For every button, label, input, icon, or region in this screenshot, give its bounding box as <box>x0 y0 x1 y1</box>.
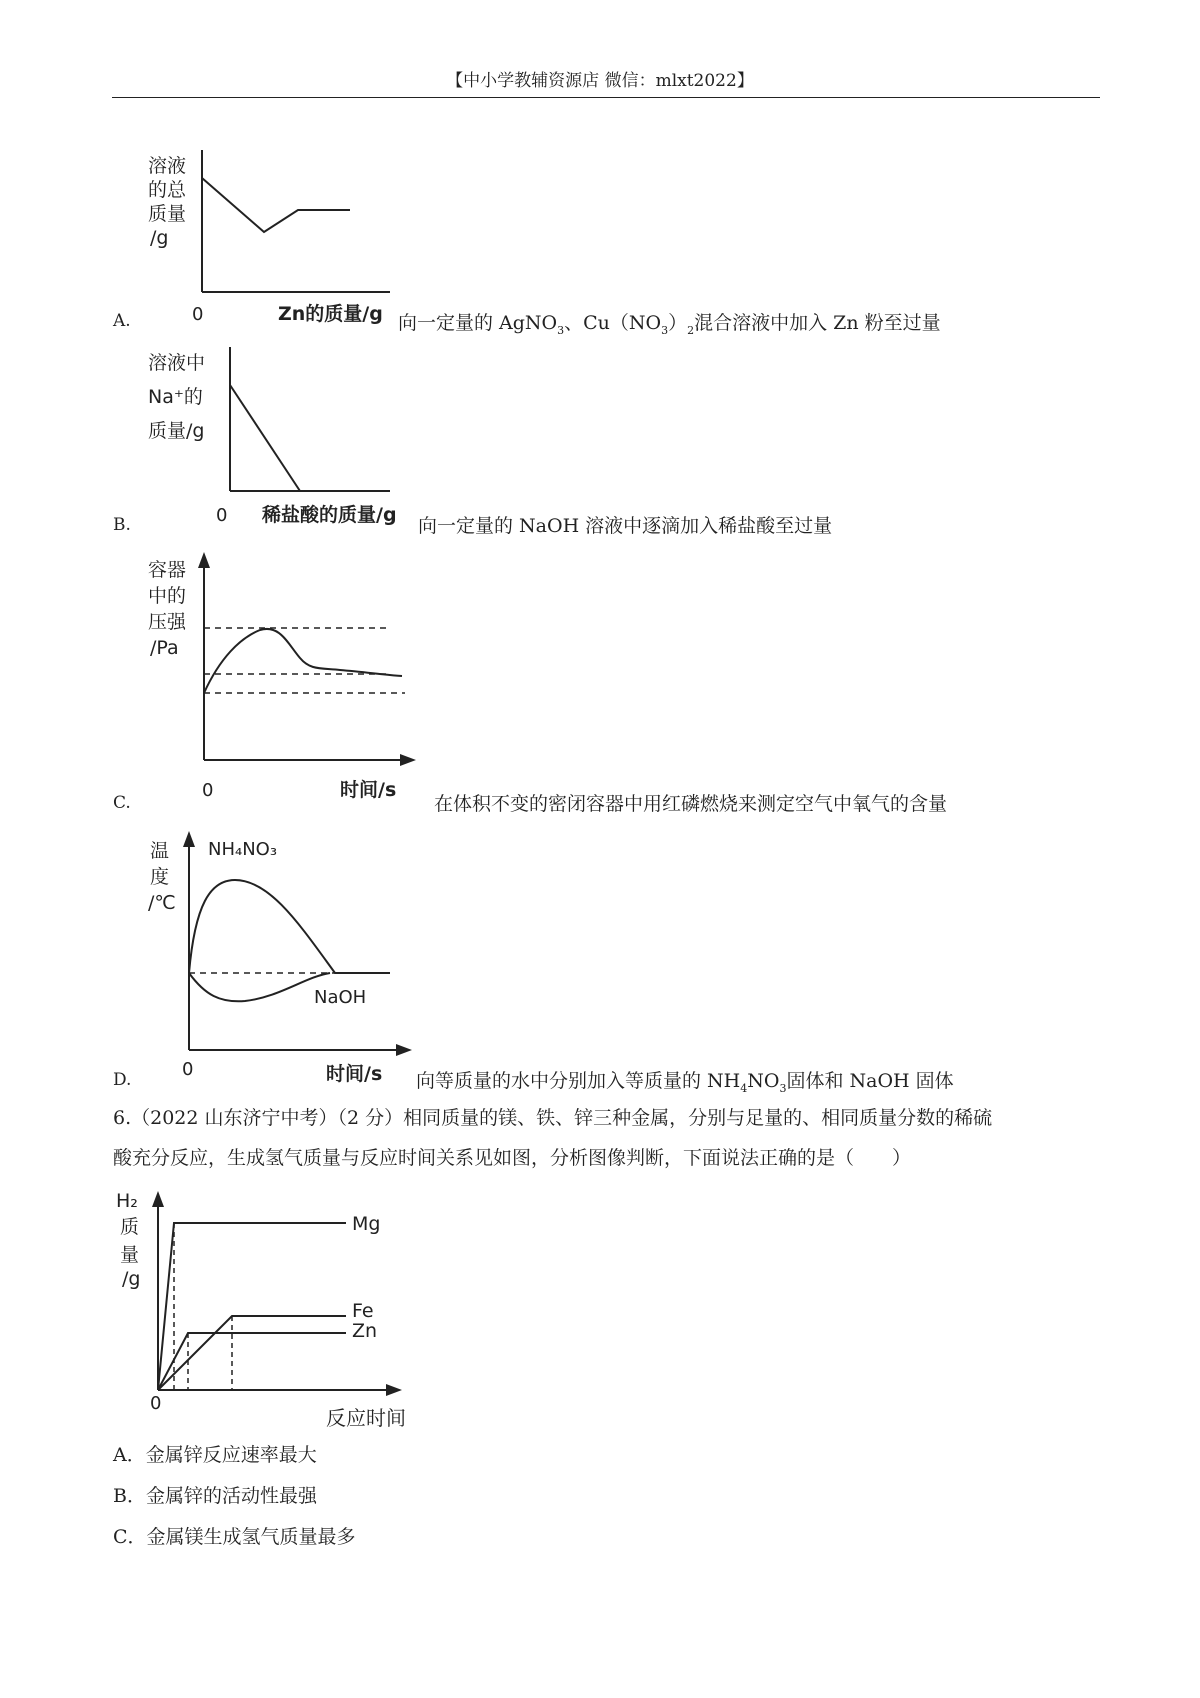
graph-q6-label-mg: Mg <box>352 1213 381 1235</box>
graph-c-xlabel: 时间/s <box>340 779 397 801</box>
graph-b-origin: 0 <box>216 505 228 526</box>
graph-a-origin: 0 <box>192 304 204 325</box>
q6-stem-line2: 酸充分反应，生成氢气质量与反应时间关系见如图，分析图像判断，下面说法正确的是（ ） <box>113 1147 912 1169</box>
graph-d-xlabel: 时间/s <box>326 1063 383 1085</box>
header-rule <box>112 97 1100 98</box>
graph-c-origin: 0 <box>202 780 214 801</box>
graph-b-ylabel-1: 溶液中 <box>148 352 206 374</box>
graph-c-ylabel-1: 容器 <box>148 559 187 581</box>
graph-a-ylabel-4: /g <box>150 227 169 249</box>
graph-c-x-arrow <box>400 754 416 766</box>
graph-q6 <box>108 1185 428 1430</box>
graph-a-ylabel-2: 的总 <box>148 179 187 201</box>
graph-q6-x-arrow <box>386 1384 402 1396</box>
graph-c-ylabel-2: 中的 <box>148 585 187 607</box>
graph-d <box>140 825 430 1095</box>
option-c-text: 在体积不变的密闭容器中用红磷燃烧来测定空气中氧气的含量 <box>434 793 948 815</box>
graph-c-curve <box>204 629 402 693</box>
graph-a-ylabel-3: 质量 <box>148 203 187 225</box>
graph-b-curve <box>230 385 300 491</box>
graph-d-y-arrow <box>183 831 195 847</box>
graph-q6-xlabel: 反应时间 <box>326 1406 406 1430</box>
graph-q6-label-zn: Zn <box>352 1320 378 1342</box>
option-d-text: 向等质量的水中分别加入等质量的 $NH_4NO_3$固体和 NaOH 固体 <box>416 1070 954 1095</box>
option-c-letter: C. <box>113 793 131 813</box>
graph-d-label-naoh: NaOH <box>314 987 367 1008</box>
option-a-text: 向一定量的 AgNO$_3$、$Cu(NO_3)_2$混合溶液中加入 Zn 粉至过量 <box>398 312 941 337</box>
graph-d-ylabel-1: 温 <box>150 840 170 862</box>
option-d-letter: D. <box>113 1070 132 1090</box>
graph-d-curve-lower <box>189 973 330 1001</box>
graph-b-xlabel: 稀盐酸的质量/g <box>262 504 397 526</box>
page-header: 【中小学教辅资源店 微信：mlxt2022】 <box>446 71 754 91</box>
q6-choice-b: B．金属锌的活动性最强 <box>113 1485 317 1507</box>
graph-q6-ylabel-3: 量 <box>120 1244 140 1266</box>
graph-q6-origin: 0 <box>150 1393 162 1414</box>
graph-d-curve-upper <box>189 880 390 973</box>
q6-choice-a: A．金属锌反应速率最大 <box>113 1444 317 1466</box>
graph-c-ylabel-4: /Pa <box>150 637 179 659</box>
graph-q6-y-arrow <box>152 1191 164 1207</box>
graph-q6-ylabel-2: 质 <box>120 1216 140 1238</box>
option-a-letter: A. <box>113 311 131 331</box>
graph-q6-line-fe <box>158 1316 346 1390</box>
graph-b-ylabel-2: Na⁺的 <box>148 386 203 408</box>
graph-d-label-nh4no3: NH₄NO₃ <box>208 839 278 860</box>
graph-a-curve <box>202 178 350 232</box>
graph-a-ylabel-1: 溶液 <box>148 155 187 177</box>
graph-d-origin: 0 <box>182 1059 194 1080</box>
option-b-letter: B. <box>113 515 131 535</box>
graph-q6-ylabel-4: /g <box>122 1268 141 1290</box>
graph-d-x-arrow <box>396 1044 412 1056</box>
q6-stem <box>113 1098 1103 1178</box>
option-b-text: 向一定量的 NaOH 溶液中逐滴加入稀盐酸至过量 <box>418 515 833 537</box>
graph-a-xlabel: Zn的质量/g <box>278 303 383 325</box>
q6-choice-c: C．金属镁生成氢气质量最多 <box>113 1526 356 1548</box>
graph-q6-ylabel-1: H₂ <box>116 1190 138 1212</box>
graph-c-ylabel-3: 压强 <box>148 611 187 633</box>
graph-d-ylabel-3: /℃ <box>148 892 176 914</box>
graph-b-ylabel-3: 质量/g <box>148 420 205 442</box>
graph-q6-label-fe: Fe <box>352 1300 374 1322</box>
graph-c <box>140 548 430 813</box>
q6-stem-line1: 6.（2022 山东济宁中考）（2 分）相同质量的镁、铁、锌三种金属，分别与足量的、相同质量分数的稀硫 <box>113 1107 993 1129</box>
graph-a <box>140 140 400 330</box>
graph-q6-line-mg <box>158 1223 346 1390</box>
graph-b <box>140 345 420 535</box>
graph-d-ylabel-2: 度 <box>150 866 170 888</box>
graph-c-y-arrow <box>198 552 210 568</box>
